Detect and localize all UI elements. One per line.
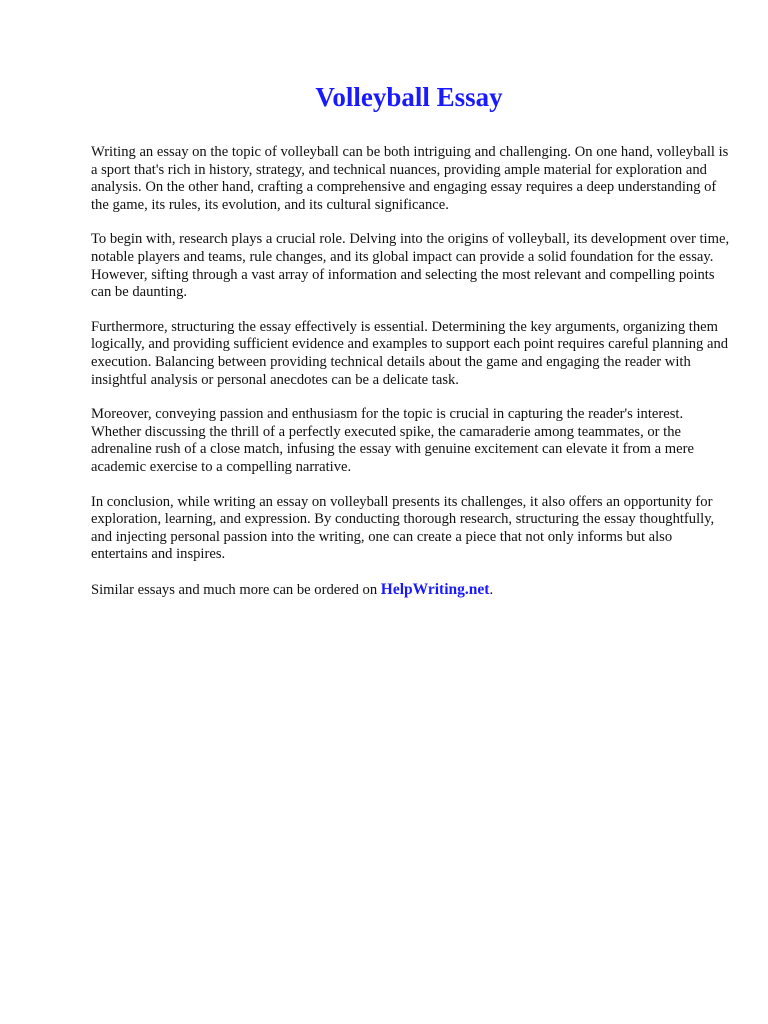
document-title: Volleyball Essay <box>315 82 503 112</box>
paragraph-2: To begin with, research plays a crucial role. Delving into the origins of volleyball, its development over time, notable players and teams, rule changes, and its global impact can provide a solid foundation for the essay. However, sifting through a vast array of information and selecting the most relevant and compelling points can be daunting. <box>91 231 730 301</box>
paragraph-3: Furthermore, structuring the essay effectively is essential. Determining the key arguments, organizing them logically, and providing sufficient evidence and examples to support each point requires careful planning and execution. Balancing between providing technical details about the game and engaging the reader with insightful analysis or personal anecdotes can be a delicate task. <box>91 318 729 388</box>
paragraph-5: In conclusion, while writing an essay on volleyball presents its challenges, it also offers an opportunity for exploration, learning, and expression. By conducting thorough research, structuring the essay thoughtfully, and injecting personal passion into the writing, one can create a piece that not only informs but also entertains and inspires. <box>91 493 715 563</box>
closing-text: Similar essays and much more can be ordered on <box>91 581 378 598</box>
document-body <box>91 144 731 599</box>
helpwriting-link[interactable]: HelpWriting.net <box>380 580 490 598</box>
paragraph-4: Moreover, conveying passion and enthusiasm for the topic is crucial in capturing the reader's interest. Whether discussing the thrill of a perfectly executed spike, the camaraderie among teammates, or the adrenaline rush of a close match, infusing the essay with genuine excitement can elevate it from a mere academic exercise to a compelling narrative. <box>91 406 694 475</box>
closing-line <box>91 581 731 600</box>
paragraph-1: Writing an essay on the topic of volleyball can be both intriguing and challenging. On one hand, volleyball is a sport that's rich in history, strategy, and technical nuances, providing ample material for exploration and analysis. On the other hand, crafting a comprehensive and engaging essay requires a deep understanding of the game, its rules, its evolution, and its cultural significance. <box>91 144 729 213</box>
closing-suffix: . <box>489 581 494 598</box>
